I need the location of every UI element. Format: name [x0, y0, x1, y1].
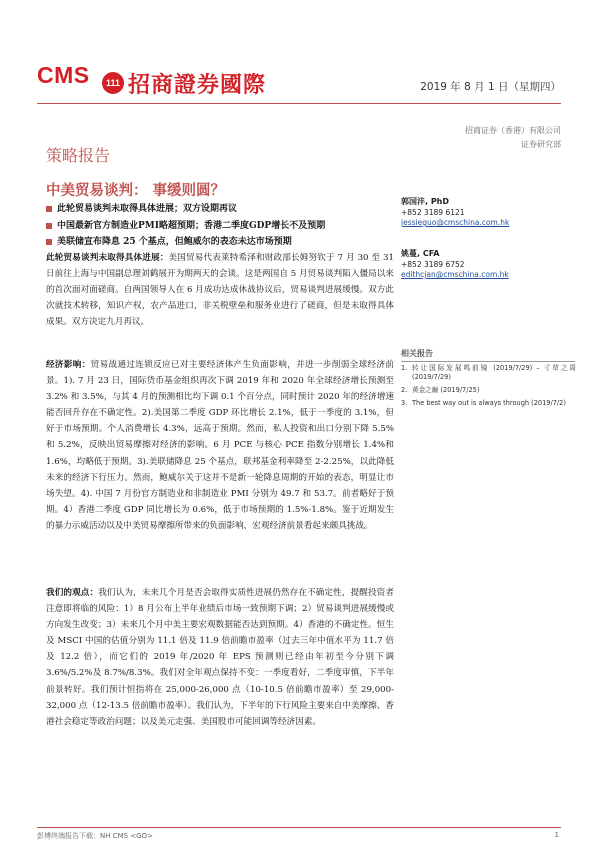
bullet-square-icon — [46, 223, 52, 229]
company-info — [465, 124, 561, 152]
related-reports-title: 相关报告 — [401, 349, 433, 358]
related-reports-list — [401, 364, 576, 412]
analyst-name: 郭国沣, PhD — [401, 197, 450, 206]
related-report-item[interactable]: 3. The best way out is always through (2019/7/2) — [401, 399, 566, 407]
header-divider — [37, 103, 561, 104]
report-date: 2019 年 8 月 1 日（星期四） — [420, 81, 561, 93]
related-report-item[interactable]: 1. 转让国际发展鸣前镜 (2019/7/29) – 寸草之周 (2019/7/29) — [401, 364, 576, 381]
company-name: 招商证券（香港）有限公司 — [465, 126, 561, 135]
analyst-name: 姚蔓, CFA — [401, 249, 440, 258]
page-number: 1 — [554, 831, 559, 839]
analyst-email-link[interactable]: edithcjan@cmschina.com.hk — [401, 270, 509, 279]
bullet-square-icon — [46, 239, 52, 245]
section-title: 策略报告 — [46, 146, 111, 165]
related-divider — [401, 361, 575, 362]
key-point: 中国最新官方制造业PMI略超预期；香港二季度GDP增长不及预期 — [46, 218, 396, 235]
key-points-list — [46, 201, 396, 251]
key-point: 美联储宣布降息 25 个基点，但鲍威尔的表态未达市场预期 — [46, 234, 396, 251]
paragraph-our-view: 我们的观点：我们认为，未来几个月是否会取得实质性进展仍然存在不确定性，提醒投资者注意即将临的风险：1）8 月公布上半年业绩后市场一致预期下调；2）贸易谈判进展缓慢或方向发生改变；3）未来几个月中美主要宏观数据能否达到预期。4）香港的不确定性。恒生及 MSCI 中国的估值分别为 11.1 倍及 11.9 倍前瞻市盈率（过去三年中值水平为 11.7 倍及 12.2 倍），而它们的 2019 年/2020 年 EPS 预测则已经由年初至今分别下调 3.6%/5.2%及 8.7%/8.3%。我们对全年观点保持不变：一季度看好，二季度审慎，下半年前景转好。我们预计恒指将在 25,000-26,000 点（10-10.5 倍前瞻市盈率）至 29,000-32,000 点（12-13.5 倍前瞻市盈率）。我们认为，下半年的下行风险主要来自中美摩擦、香港社会稳定等政治问题；以及美元走强、美国股市可能回调等经济因素。 — [46, 588, 394, 727]
analyst-card — [401, 197, 571, 228]
company-department: 证券研究部 — [521, 140, 561, 149]
headline: 中美贸易谈判： 事缓则圆？ — [46, 183, 226, 199]
footer-bloomberg-note: 彭博终端报告下载：NH CMS <GO> — [37, 832, 153, 840]
footer-divider — [37, 827, 561, 828]
analyst-card — [401, 249, 571, 280]
paragraph-economic-impact: 经济影响：贸易战通过连锁反应已对主要经济体产生负面影响，并进一步削弱全球经济前景。1). 7 月 23 日，国际货币基金组织再次下调 2019 年和 2020 年全球经济增长预测至 3.2% 和 3.5%，与其 4 月的预测相比均下调 0.1 个百分点，同时预计 2020 年的经济增速能否回升存在不确定性。2).美国第二季度 GDP 环比增长 2.1%，低于一季度的 3.1%，但好于市场预期。个人消费增长 4.3%，远高于预期。然而，私人投资和出口分别下降 5.5% 和 5.2%，反映出贸易摩擦对经济的影响。6 月 PCE 与核心 PCE 指数分别增长 1.4%和 1.6%，均略低于预期。3).美联储降息 25 个基点，联邦基金利率降至 2-2.25%，以此降低未来的经济下行压力。然而，鲍威尔关于这并不是新一轮降息周期的开始的表态，明显让市场失望。4). 中国 7 月份官方制造业和非制造业 PMI 分别为 49.7 和 53.7。前者略好于预期。4）香港二季度 GDP 同比增长为 0.6%，低于市场预期的 1.5%-1.8%。鉴于近期发生的暴力示威活动以及中美贸易摩擦所带来的负面影响，宏观经济前景看起来颇具挑战。 — [46, 360, 394, 531]
logo-badge-icon: 111 — [102, 72, 124, 94]
paragraph-trade-talks: 此轮贸易谈判未取得具体进展：美国贸易代表莱特希泽和财政部长姆努钦于 7 月 30 至 31 日前往上海与中国副总理刘鹤展开为期两天的会谈。这是两国自 5 月贸易谈判陷入僵局以来的首次面对面磋商。自两国领导人在 6 月成功达成休战协议后，贸易谈判进展缓慢。双方此次就技术转移，知识产权，农产品进口，非关税壁垒和服务业进行了磋商，但是未取得具体成果。双方决定九月再议。 — [46, 253, 394, 328]
analyst-email-link[interactable]: jessieguo@cmschina.com.hk — [401, 218, 510, 227]
bullet-square-icon — [46, 206, 52, 212]
analyst-phone: +852 3189 6752 — [401, 260, 465, 269]
analyst-phone: +852 3189 6121 — [401, 208, 465, 217]
related-report-item[interactable]: 2. 黄金之巅 (2019/7/25) — [401, 386, 480, 394]
logo-company-name: 招商證券國際 — [128, 73, 267, 98]
key-point: 此轮贸易谈判未取得具体进展；双方设期再议 — [46, 201, 396, 218]
logo-cms-wordmark: CMS — [37, 62, 90, 88]
